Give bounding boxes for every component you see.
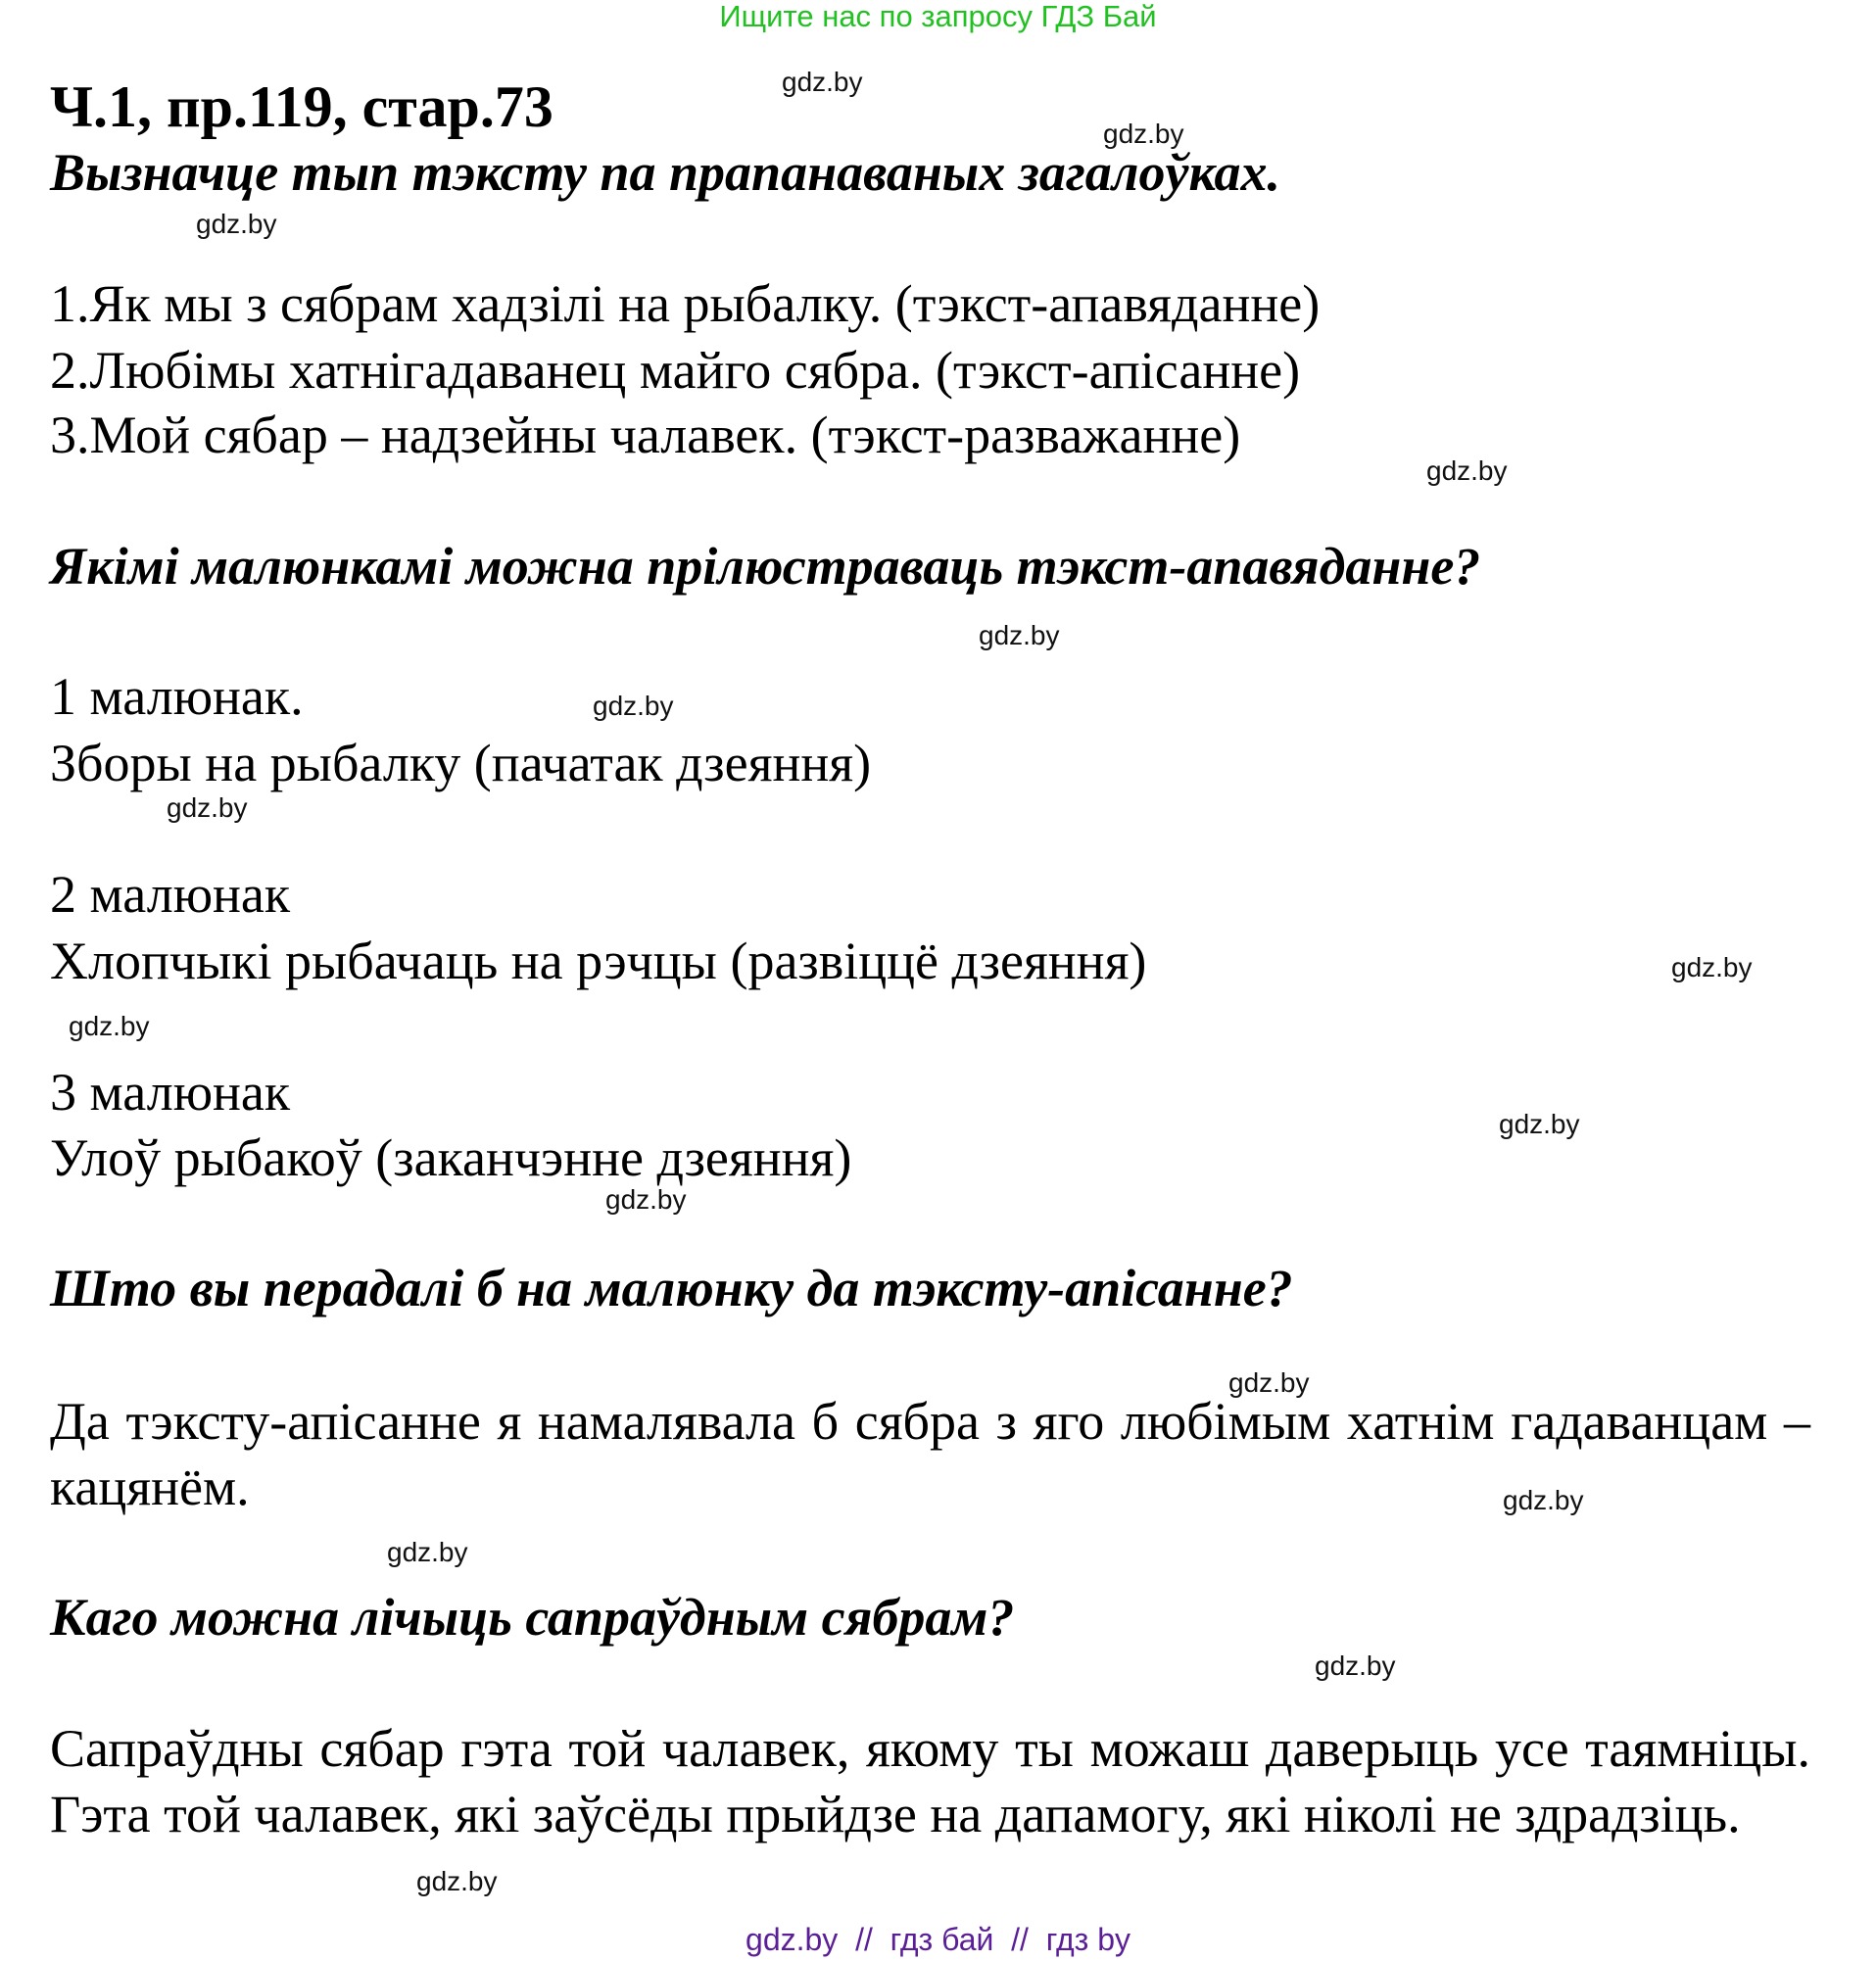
watermark: gdz.by — [593, 691, 674, 721]
watermark: gdz.by — [196, 209, 277, 239]
watermark: gdz.by — [1671, 952, 1753, 982]
watermark: gdz.by — [1103, 119, 1184, 149]
watermark: gdz.by — [1499, 1109, 1580, 1139]
watermark: gdz.by — [167, 792, 248, 823]
watermark: gdz.by — [605, 1184, 687, 1215]
watermark: gdz.by — [387, 1537, 468, 1567]
watermark: gdz.by — [1315, 1650, 1396, 1681]
page-title: Ч.1, пр.119, стар.73 — [50, 74, 553, 139]
search-banner: Ищите нас по запросу ГДЗ Бай — [719, 0, 1157, 33]
footer-links[interactable] — [0, 1922, 1876, 1957]
picture-text-1: Зборы на рыбалку (пачатак дзеяння) — [50, 734, 872, 792]
watermark: gdz.by — [1503, 1485, 1584, 1515]
question-heading-2: Якімі малюнкамі можна прілюстраваць тэкст-апавяданне? — [50, 537, 1481, 596]
picture-text-3: Улоў рыбакоў (заканчэнне дзеяння) — [50, 1128, 852, 1187]
watermark: gdz.by — [69, 1011, 150, 1041]
watermark: gdz.by — [1228, 1367, 1310, 1398]
answer-item-2: 2.Любімы хатнігадаванец майго сябра. (тэкст-апісанне) — [50, 341, 1301, 400]
footer-text[interactable]: gdz.by // гдз бай // гдз by — [746, 1922, 1130, 1957]
picture-label-3: 3 малюнак — [50, 1063, 291, 1122]
watermark: gdz.by — [416, 1866, 498, 1896]
watermark: gdz.by — [782, 67, 863, 97]
answer-item-3: 3.Мой сябар – надзейны чалавек. (тэкст-разважанне) — [50, 406, 1241, 464]
watermark: gdz.by — [979, 620, 1060, 650]
answer-paragraph-4: Сапраўдны сябар гэта той чалавек, якому ты можаш даверыць усе таямніцы. Гэта той чалавек, які заўсёды прыйдзе на дапамогу, які ніколі не здрадзіць. — [50, 1719, 1810, 1843]
picture-text-2: Хлопчыкі рыбачаць на рэчцы (развіццё дзеяння) — [50, 932, 1147, 990]
picture-label-1: 1 малюнак. — [50, 667, 304, 726]
question-heading-4: Каго можна лічыць сапраўдным сябрам? — [50, 1588, 1015, 1647]
answer-paragraph-3: Да тэксту-апісанне я намалявала б сябра з яго любімым хатнім гадаванцам – кацянём. — [50, 1392, 1810, 1516]
watermark: gdz.by — [1426, 455, 1508, 486]
answer-item-1: 1.Як мы з сябрам хадзілі на рыбалку. (тэкст-апавяданне) — [50, 274, 1321, 333]
picture-label-2: 2 малюнак — [50, 865, 291, 924]
question-heading-1: Вызначце тып тэксту па прапанаваных загалоўках. — [50, 143, 1280, 202]
question-heading-3: Што вы перадалі б на малюнку да тэксту-апісанне? — [50, 1259, 1293, 1317]
